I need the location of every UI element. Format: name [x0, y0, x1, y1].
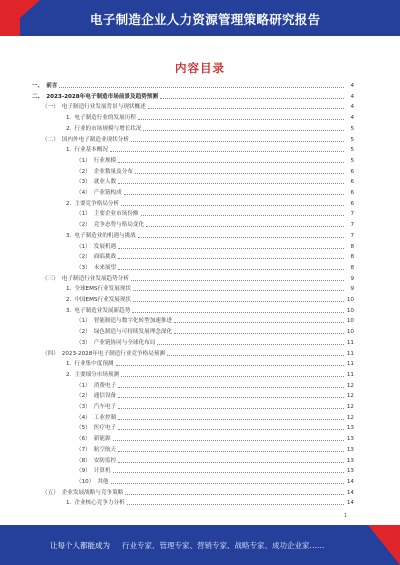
toc-entry[interactable]	[32, 230, 354, 240]
toc-entry[interactable]	[32, 198, 354, 208]
toc-entry-page: 11	[346, 350, 354, 357]
toc-entry-number: （8）	[76, 457, 91, 464]
toc-entry-number: （5）	[76, 425, 91, 432]
toc-leader-dots	[118, 408, 344, 409]
toc-entry-page: 4	[350, 115, 354, 122]
toc-leader-dots	[160, 98, 344, 99]
toc-entry-label: 主要企业市场份额	[93, 211, 139, 218]
toc-entry-page: 11	[346, 361, 354, 368]
toc-entry-number: 2.	[66, 297, 72, 303]
toc-entry-page: 5	[350, 136, 354, 143]
toc-leader-dots	[124, 194, 344, 195]
toc-entry-page: 6	[350, 168, 354, 175]
toc-entry[interactable]	[32, 444, 354, 454]
toc-leader-dots	[116, 365, 344, 366]
toc-entry[interactable]	[32, 433, 354, 443]
page-number: 1	[344, 513, 348, 519]
toc-entry-page: 10	[346, 297, 354, 303]
toc-entry-page: 8	[350, 264, 354, 271]
toc-entry-page: 8	[350, 243, 354, 250]
toc-leader-dots	[113, 472, 344, 473]
toc-entry[interactable]	[32, 134, 354, 144]
header-red-bar	[0, 0, 20, 36]
toc-entry-page: 10	[346, 329, 354, 336]
toc-entry-number: 1.	[66, 361, 72, 368]
toc-leader-dots	[110, 151, 344, 152]
toc-entry-number: 1.	[66, 115, 72, 122]
toc-entry[interactable]	[32, 91, 354, 101]
toc-entry[interactable]	[32, 390, 354, 400]
toc-entry-label: 2023-2028年电子制造市场前景及趋势预测	[46, 93, 158, 100]
toc-entry-page: 7	[350, 211, 354, 218]
toc-entry-page: 12	[346, 393, 354, 400]
toc-entry-page: 11	[346, 371, 354, 378]
toc-entry-number: （1）	[76, 157, 91, 164]
toc-entry-number: （9）	[76, 468, 91, 475]
toc-entry[interactable]	[32, 326, 354, 336]
report-header	[0, 0, 400, 36]
toc-entry-label: 工业控制	[93, 414, 117, 421]
toc-leader-dots	[133, 290, 344, 291]
toc-entry-page: 14	[346, 478, 354, 485]
footer-slogan-tail: 行业专家、管理专家、营销专家、战略专家、成功企业家……	[122, 541, 325, 550]
toc-entry[interactable]	[32, 80, 354, 90]
toc-entry-number: （10）	[76, 478, 95, 485]
toc-entry-page: 4	[350, 93, 354, 100]
toc-entry-number: （7）	[76, 446, 91, 453]
toc-entry-number: （3）	[76, 404, 91, 410]
toc-entry-label: 前言	[46, 83, 58, 89]
toc-entry-number: （4）	[76, 414, 91, 421]
toc-entry-number: （一）	[42, 104, 59, 111]
toc-entry[interactable]	[32, 283, 354, 293]
toc-leader-dots	[146, 226, 344, 227]
toc-leader-dots	[127, 504, 344, 505]
toc-entry-label: 电子制造行业发展背景与现状概述	[61, 104, 146, 111]
toc-entry-label: 消费电子	[93, 382, 117, 389]
toc-entry-page: 5	[350, 157, 354, 164]
toc-entry-number: （四）	[42, 350, 59, 357]
toc-entry-number: 3.	[66, 232, 72, 239]
toc-leader-dots	[131, 280, 344, 281]
toc-entry-label: 发展机遇	[93, 243, 117, 250]
toc-leader-dots	[135, 173, 344, 174]
toc-entry-page: 6	[350, 200, 354, 207]
table-of-contents	[32, 80, 354, 510]
toc-entry-label: 未来展望	[93, 264, 117, 271]
toc-entry-label: 产业链构成	[93, 190, 122, 196]
toc-entry-label: 新能源	[93, 436, 111, 443]
toc-entry-number: 1.	[66, 147, 72, 154]
toc-entry-number: （2）	[76, 222, 91, 229]
toc-leader-dots	[138, 119, 344, 120]
toc-entry[interactable]	[32, 455, 354, 465]
toc-entry[interactable]	[32, 155, 354, 165]
toc-entry-label: 智能制造与数字化转型加速推进	[93, 318, 173, 325]
toc-leader-dots	[118, 248, 344, 249]
toc-entry-page: 13	[346, 457, 354, 464]
toc-leader-dots	[111, 483, 344, 484]
toc-entry-number: （1）	[76, 211, 91, 218]
toc-entry[interactable]	[32, 176, 354, 186]
footer-slogan-lead: 让每个人都能成为	[50, 541, 110, 550]
toc-leader-dots	[143, 130, 344, 131]
toc-entry[interactable]	[32, 166, 354, 176]
toc-leader-dots	[121, 205, 344, 206]
toc-entry[interactable]	[32, 241, 354, 251]
toc-entry[interactable]	[32, 112, 354, 122]
toc-entry-number: 二、	[32, 93, 44, 100]
toc-entry-label: 行业规模	[93, 157, 117, 164]
toc-entry-label: 医疗电子	[93, 425, 117, 432]
toc-entry-page: 12	[346, 382, 354, 389]
toc-entry-page: 12	[346, 404, 354, 410]
toc-entry[interactable]	[32, 476, 354, 486]
toc-entry[interactable]	[32, 401, 354, 411]
toc-leader-dots	[125, 494, 344, 495]
toc-entry-label: 通信设备	[93, 393, 117, 400]
toc-entry-label: 安防监控	[93, 457, 117, 464]
toc-entry-page: 14	[346, 500, 354, 507]
toc-entry-label: 行业集中度预测	[74, 361, 114, 368]
toc-entry-number: 2.	[66, 125, 72, 132]
toc-entry-number: （2）	[76, 254, 91, 261]
toc-entry-number: （三）	[42, 275, 59, 282]
toc-entry-number: （3）	[76, 179, 91, 186]
toc-entry[interactable]	[32, 123, 354, 133]
toc-entry[interactable]	[32, 219, 354, 229]
toc-leader-dots	[118, 183, 344, 184]
toc-entry-number: （五）	[42, 489, 59, 496]
toc-leader-dots	[133, 301, 344, 302]
toc-entry[interactable]	[32, 273, 354, 283]
toc-entry-label: 产业链协同与全球化布局	[93, 339, 156, 346]
toc-entry-page: 11	[346, 339, 354, 346]
report-title: 电子制造企业人力资源管理策略研究报告	[90, 12, 321, 27]
toc-entry-number: （1）	[76, 382, 91, 389]
toc-entry-number: （二）	[42, 136, 59, 143]
toc-entry-number: （1）	[76, 318, 91, 325]
toc-leader-dots	[59, 87, 344, 88]
toc-entry-number: （4）	[76, 190, 91, 196]
toc-entry[interactable]	[32, 412, 354, 422]
toc-entry-page: 7	[350, 222, 354, 229]
toc-leader-dots	[157, 344, 344, 345]
toc-leader-dots	[118, 429, 344, 430]
footer-banner	[0, 525, 400, 565]
toc-leader-dots	[118, 258, 344, 259]
toc-entry[interactable]	[32, 465, 354, 475]
toc-entry[interactable]	[32, 487, 354, 497]
toc-entry-number: （3）	[76, 339, 91, 346]
toc-leader-dots	[118, 162, 344, 163]
toc-entry-label: 绿色制造与可持续发展理念深化	[93, 329, 173, 336]
toc-entry[interactable]	[32, 187, 354, 197]
toc-heading: 内容目录	[175, 61, 225, 75]
toc-entry-page: 5	[350, 147, 354, 154]
toc-entry-label: 国内外电子制造业现状分析	[61, 136, 129, 143]
toc-entry-number: （2）	[76, 329, 91, 336]
toc-entry-page: 9	[350, 286, 354, 293]
toc-entry-number: 2.	[66, 371, 72, 378]
toc-entry-label: 行业基本概况	[74, 147, 108, 154]
toc-entry-page: 8	[350, 254, 354, 261]
toc-entry-label: 行业的市场规模与增长状况	[74, 125, 142, 132]
toc-entry[interactable]	[32, 208, 354, 218]
toc-entry[interactable]	[32, 358, 354, 368]
toc-entry-number: （1）	[76, 243, 91, 250]
toc-entry-label: 企业核心竞争力分析	[74, 500, 125, 507]
toc-entry-number: （2）	[76, 393, 91, 400]
toc-entry-page: 14	[346, 489, 354, 496]
toc-entry-number: 2.	[66, 200, 72, 207]
toc-entry-page: 10	[346, 318, 354, 325]
toc-leader-dots	[132, 312, 344, 313]
toc-entry-label: 电子制造行业的发展历程	[74, 115, 136, 122]
toc-leader-dots	[118, 387, 344, 388]
toc-entry-page: 6	[350, 179, 354, 186]
toc-entry[interactable]	[32, 305, 354, 315]
toc-entry-label: 计算机	[93, 468, 111, 475]
toc-entry[interactable]	[32, 380, 354, 390]
toc-entry-page: 5	[350, 125, 354, 132]
footer-slogan	[50, 540, 325, 551]
toc-entry-number: 1.	[66, 286, 72, 293]
toc-entry[interactable]	[32, 101, 354, 111]
toc-leader-dots	[174, 322, 344, 323]
toc-leader-dots	[118, 419, 344, 420]
toc-entry-label: 汽车电子	[93, 404, 117, 410]
toc-entry-label: 航空航天	[93, 446, 117, 453]
toc-leader-dots	[118, 462, 344, 463]
toc-entry-label: 主要细分市场预测	[74, 371, 120, 378]
toc-entry-label: 企业数量及分布	[93, 168, 133, 175]
footer-red-accent	[368, 525, 400, 565]
toc-entry[interactable]	[32, 348, 354, 358]
toc-entry-page: 4	[350, 83, 354, 89]
toc-leader-dots	[121, 376, 344, 377]
toc-entry-number: （2）	[76, 168, 91, 175]
toc-entry-number: （3）	[76, 264, 91, 271]
toc-entry-page: 4	[350, 104, 354, 111]
toc-entry-page: 6	[350, 190, 354, 196]
toc-leader-dots	[141, 215, 344, 216]
toc-entry[interactable]	[32, 337, 354, 347]
toc-entry[interactable]	[32, 262, 354, 272]
toc-leader-dots	[118, 269, 344, 270]
toc-entry-page: 10	[346, 307, 354, 314]
toc-entry-page: 13	[346, 425, 354, 432]
toc-entry[interactable]	[32, 251, 354, 261]
toc-entry-label: 企业发展战略与竞争策略	[61, 489, 124, 496]
toc-entry-label: 中国EMS行业发展现状	[74, 297, 132, 303]
toc-entry[interactable]	[32, 315, 354, 325]
toc-entry-label: 全球EMS行业发展现状	[74, 286, 132, 293]
toc-entry-page: 7	[350, 232, 354, 239]
toc-entry-label: 竞争态势与格局变化	[93, 222, 145, 229]
toc-leader-dots	[174, 333, 344, 334]
toc-entry[interactable]	[32, 369, 354, 379]
toc-entry-label: 电子制造业发展新趋势	[74, 307, 131, 314]
toc-entry-label: 就业人数	[93, 179, 117, 186]
toc-entry[interactable]	[32, 497, 354, 507]
toc-entry-number: 1.	[66, 500, 72, 507]
toc-leader-dots	[118, 397, 344, 398]
toc-entry-page: 12	[346, 414, 354, 421]
toc-leader-dots	[113, 440, 344, 441]
toc-entry[interactable]	[32, 422, 354, 432]
toc-entry-number: 一、	[32, 83, 44, 89]
toc-leader-dots	[131, 141, 344, 142]
toc-leader-dots	[148, 108, 344, 109]
toc-entry-page: 13	[346, 446, 354, 453]
toc-leader-dots	[167, 355, 344, 356]
toc-entry-label: 电子制造业的机遇与挑战	[74, 232, 136, 239]
toc-entry-page: 13	[346, 436, 354, 443]
toc-entry-label: 电子制造行业发展趋势分析	[61, 275, 129, 282]
toc-leader-dots	[138, 237, 344, 238]
toc-entry-page: 9	[350, 275, 354, 282]
toc-entry[interactable]	[32, 144, 354, 154]
toc-entry[interactable]	[32, 294, 354, 304]
toc-entry-label: 其他	[97, 478, 109, 485]
toc-entry-page: 13	[346, 468, 354, 475]
toc-entry-number: （6）	[76, 436, 91, 443]
toc-leader-dots	[118, 451, 344, 452]
toc-entry-label: 2023-2028年电子制造行业竞争格局预测	[61, 350, 166, 357]
toc-entry-label: 主要竞争格局分析	[74, 200, 120, 207]
toc-entry-label: 面临挑战	[93, 254, 117, 261]
toc-entry-number: 3.	[66, 307, 72, 314]
